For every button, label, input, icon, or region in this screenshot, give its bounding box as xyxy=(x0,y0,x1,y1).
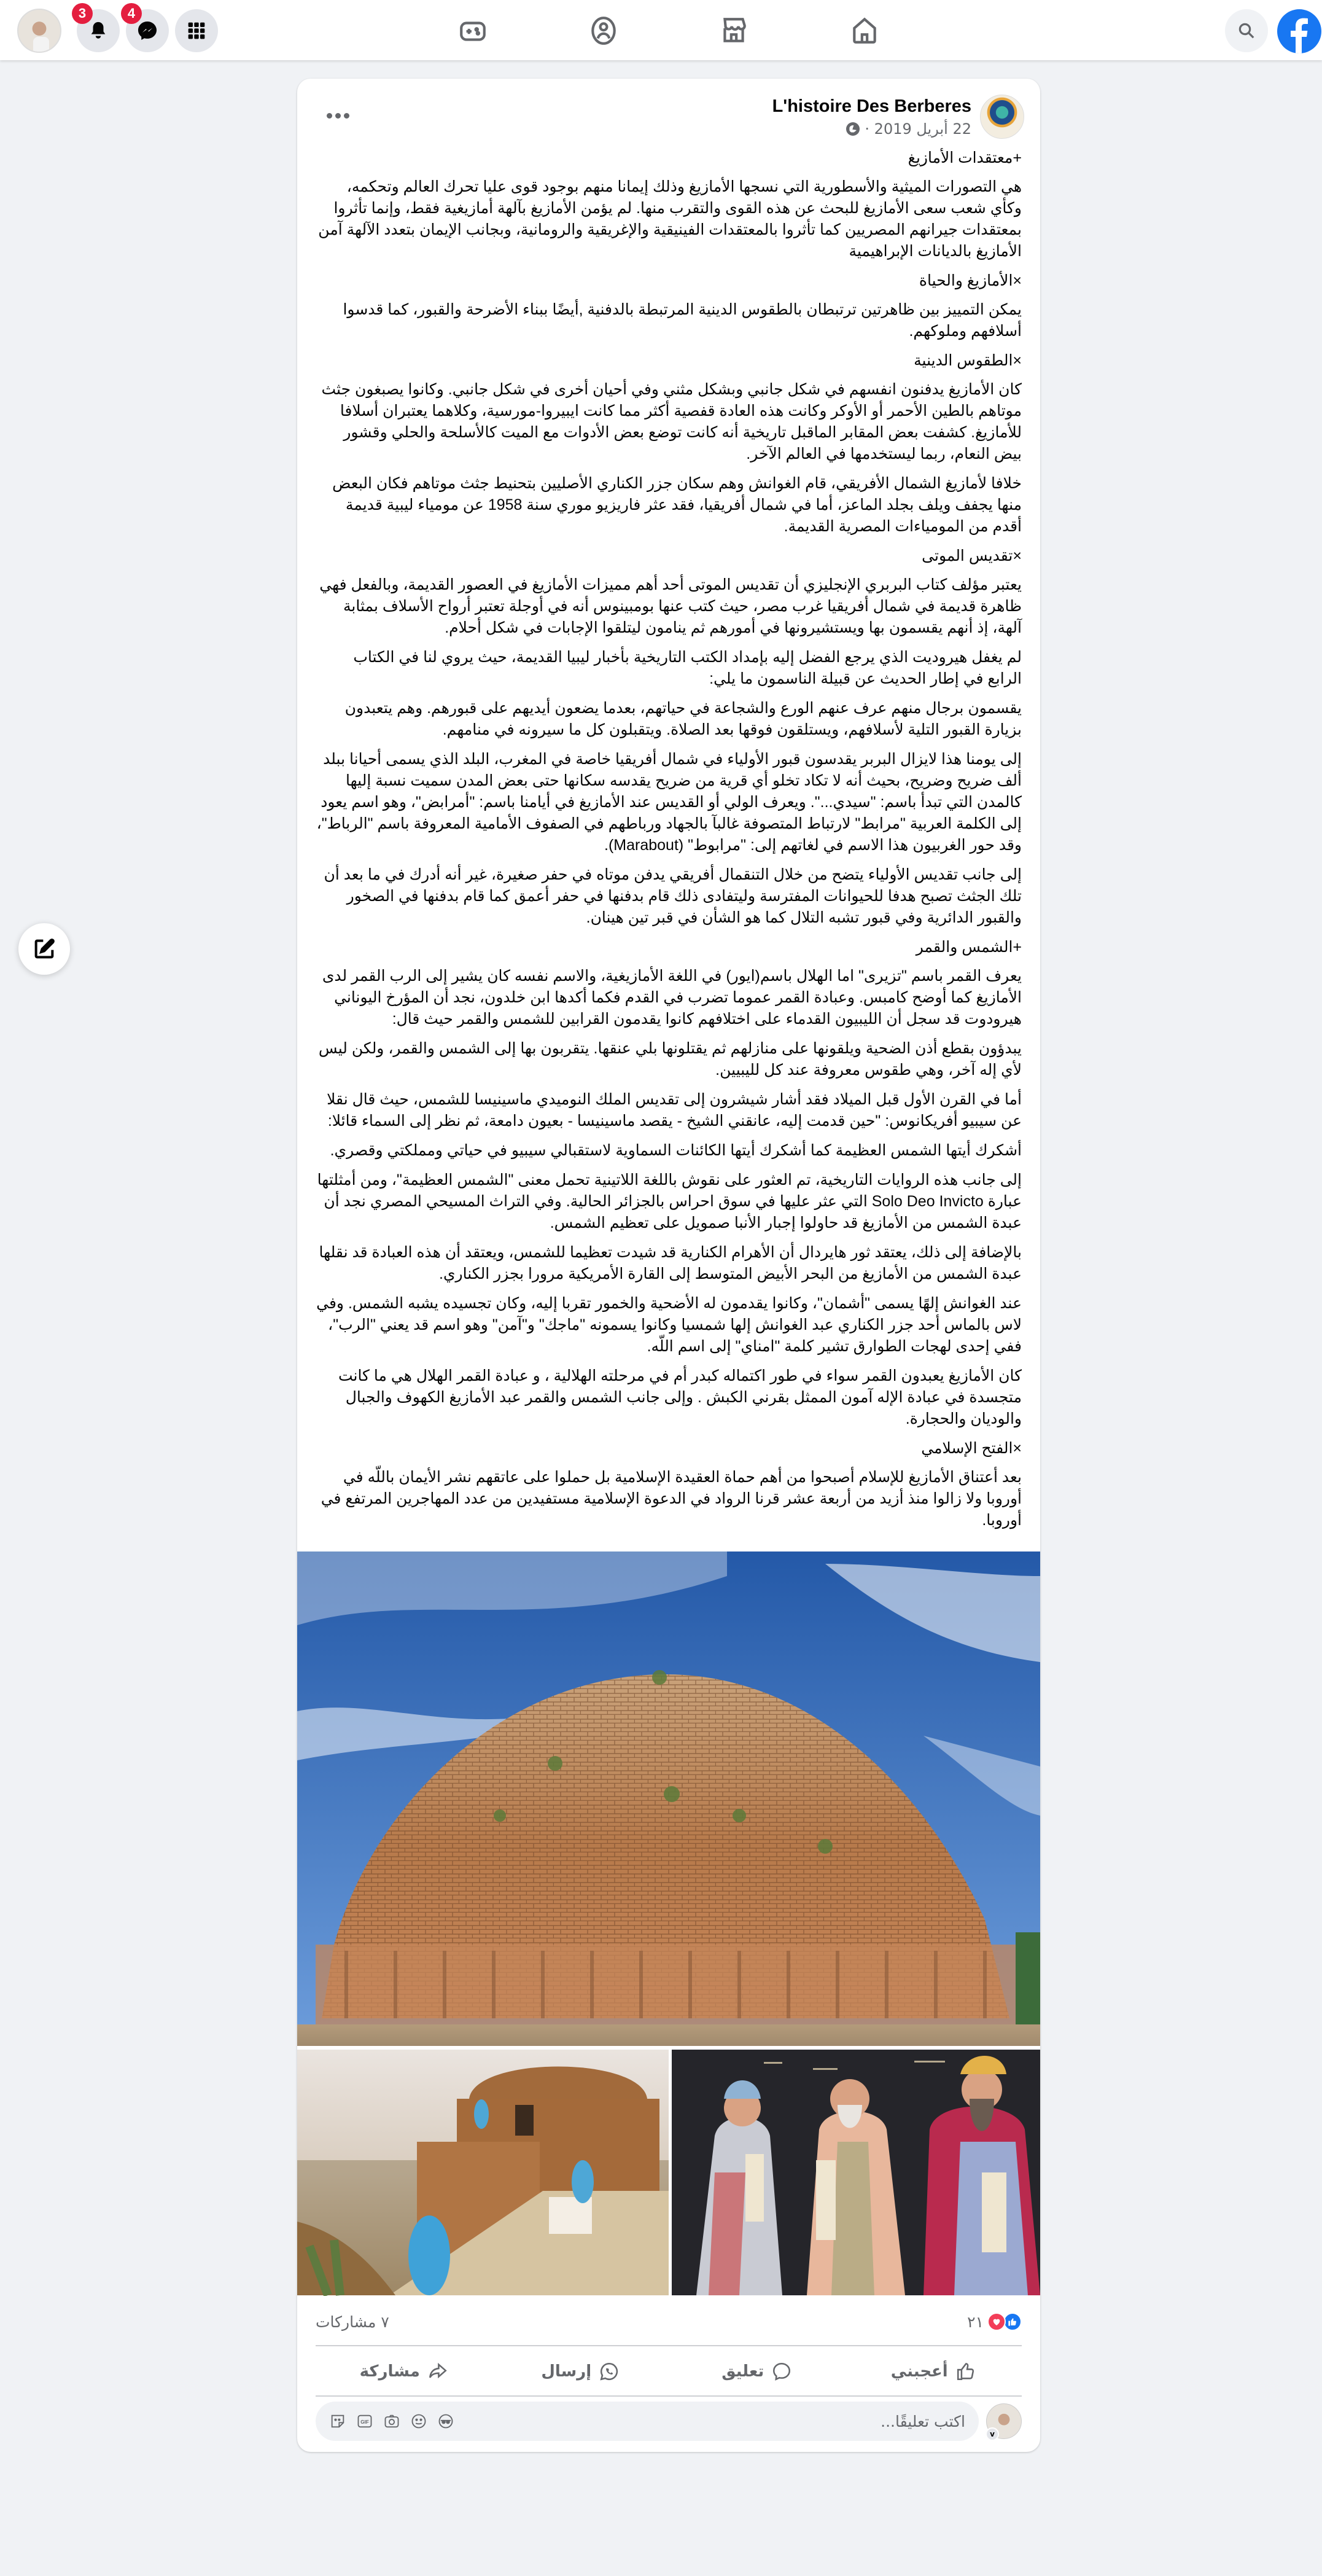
comment-bubble-icon xyxy=(771,2361,792,2382)
messenger-icon xyxy=(136,20,158,42)
sticker-icon[interactable] xyxy=(437,2413,454,2430)
notifications-badge: 3 xyxy=(72,3,93,24)
svg-text:GIF: GIF xyxy=(360,2419,369,2426)
share-button[interactable] xyxy=(316,2351,492,2392)
section-heading: +الشمس والقمر xyxy=(916,939,1022,956)
photo-fresco[interactable] xyxy=(672,2049,1040,2296)
like-reaction-icon xyxy=(1003,2313,1022,2331)
facebook-logo[interactable] xyxy=(1277,9,1321,53)
share-arrow-icon xyxy=(427,2361,448,2382)
profile-avatar[interactable] xyxy=(17,9,61,53)
post-footer xyxy=(297,2296,1040,2442)
paragraph: يقسمون برجال منهم عرف عنهم الورع والشجاعة في حياتهم، بعدما يضعون أيديهم على قبورهم. وهم يتعبدون بزيارة القبور التلية لأسلافهم، ويستلقون فوقها بعد الصلاة. ويتقبلون كل ما سيرونه في منامهم. xyxy=(344,700,1022,738)
post-date[interactable]: 22 أبريل 2019 · xyxy=(865,120,971,138)
section-heading: ×الطقوس الدينية xyxy=(914,352,1022,369)
post-meta xyxy=(772,120,971,138)
facebook-f-icon xyxy=(1277,9,1321,53)
new-message-button[interactable] xyxy=(18,923,70,975)
section-heading: ×تقديس الموتى xyxy=(922,547,1022,564)
share-label: مشاركة xyxy=(359,2362,420,2381)
fresco-image xyxy=(672,2049,1040,2296)
paragraph: يمكن التمييز بين ظاهرتين ترتبطان بالطقوس الدينية المرتبطة بالدفنية ,أيضًا ببناء الأضرحة والقبور، كما قدسوا أسلافهم وملوكهم. xyxy=(343,301,1022,340)
paragraph: إلى جانب تقديس الأولياء يتضح من خلال التنقمال أفريقي يدفن موتاه في حفر صغيرة، غير أنه أدرك في ما بعد أن تلك الجثث تصبح هدفا للحيوانات المفترسة وليتفادى ذلك قام بدفنها في حفر أعمق كما قام بدفنها في الصخور والقبور الدائرية وفي قبور تشبه التلال كما هو الشأن في قبر تين هينان. xyxy=(324,866,1022,926)
whatsapp-icon xyxy=(599,2361,620,2382)
gif-icon[interactable] xyxy=(356,2413,373,2430)
shrine-image xyxy=(297,2049,669,2296)
like-button[interactable] xyxy=(846,2351,1022,2392)
avatar-sticker-icon[interactable] xyxy=(329,2413,346,2430)
section-heading: +معتقدات الأمازيغ xyxy=(908,149,1022,166)
menu-button[interactable] xyxy=(175,9,218,52)
post-images xyxy=(297,1551,1040,2296)
comment-button[interactable] xyxy=(669,2351,846,2392)
send-button[interactable] xyxy=(492,2351,669,2392)
paragraph: خلافا لأمازيغ الشمال الأفريقي، قام الغوانش وهم سكان جزر الكناري الأصليين بتحنيط جثث موتاهم فكان البعض منها يجفف ويلف بجلد الماعز، أما في شمال أفريقيا، فقد عثر فاريزيو موري سنة 1958 عن مومياء ليبية قديمة أقدم من المومياءات المصرية القديمة. xyxy=(332,475,1022,535)
paragraph: إلى جانب هذه الروايات التاريخية، تم العثور على نقوش باللغة اللاتينية تحمل معنى "الشمس العظيمة"، ومن أمثلتها عبارة Solo Deo Invicto التي عثر عليها في سوق احراس بالجزائر الحالية. وفي التراث المسيحي المصري نجد أن عبدة الشمس من الأمازيغ قد حاولوا إجبار الأنبا صمويل على تعظيم الشمس. xyxy=(317,1171,1022,1231)
divider xyxy=(316,2345,1022,2346)
page-avatar[interactable] xyxy=(980,95,1024,139)
paragraph: يعتبر مؤلف كتاب البربري الإنجليزي أن تقديس الموتى أحد أهم مميزات الأمازيغ في العصور القديمة، وبالفعل فهي ظاهرة قديمة في شمال أفريقيا غرب مصر، حيث كتب عنها بومبينوس أنه في أوجلة تعتبر أرواح الأسلاف بمثابة آلهة، إذ أنهم يقسمون بها ويستشيرونها في أمورهم ثم ينامون ليتلقوا الإجابات في شكل أحلام. xyxy=(319,576,1022,636)
paragraph: عند الغوانش إلهًا يسمى "أشمان"، وكانوا يقدمون له الأضحية والخمور تقربا إليه، وكان تجسيده يشبه الشمس. وفي لاس بالماس أحد جزر الكناري عبد الغوانش إلها شمسيا وكانوا يسمونه "ماجك" و"آمن" وهو اسم قد يعني "الرب"، ففي إحدى لهجات الطوارق تشير كلمة "امناي" إلى اسم اللّه. xyxy=(316,1295,1022,1355)
notifications-button[interactable] xyxy=(77,6,120,52)
globe-icon xyxy=(846,122,860,136)
paragraph: إلى يومنا هذا لايزال البربر يقدسون قبور الأولياء في شمال أفريقيا خاصة في المغرب، البلد الذي يسمى أحيانا ببلد ألف ضريح وضريح، بحيث أنه لا تكاد تخلو أي قرية من ضريح يقدسه سكانها حتى بعض المدن سميت نسبة إليها كالمدن التي تبدأ باسم: "سيدي...". ويعرف الولي أو القديس عند الأمازيغ في أيامنا باسم: "أمرابض"، وهو اسم يعود إلى الكلمة العربية "مرابط" لارتباط المتصوفة غالبآ بالجهاد ورباطهم في الصفوف الأمامية المعروفة باسم "الرباط"، وقد حور الغربيون هذا الاسم في لغاتهم إلى: "مرابوط" (Marabout). xyxy=(316,751,1022,854)
page-name[interactable]: L'histoire Des Berberes xyxy=(772,96,971,116)
top-navigation-bar xyxy=(0,0,1322,60)
send-label: إرسال xyxy=(541,2362,592,2381)
post-text xyxy=(297,147,1040,1551)
post-header xyxy=(297,79,1040,147)
comment-input-wrapper[interactable] xyxy=(316,2402,979,2441)
bell-icon xyxy=(88,20,109,42)
paragraph: كان الأمازيغ يعبدون القمر سواء في طور اكتماله كبدر أم في مرحلته الهلالية ، و عبادة القمر الهلال هي ما كانت متجسدة في عبادة الإله آمون الممثل بقرني الكبش . وإلى جانب الشمس والقمر عبد الأمازيغ الكهوف والجبال والوديان والحجارة. xyxy=(338,1367,1022,1427)
grid-menu-icon xyxy=(187,21,206,41)
paragraph: يبدؤون بقطع أذن الضحية ويلقونها على منازلهم ثم يقتلونها بلي عنقها. يتقربون بها إلى الشمس والقمر، ولكن ليس لأي إله آخر، وهي طقوس معروفة عند كل لليبيين. xyxy=(318,1040,1022,1079)
section-heading: ×الفتح الإسلامي xyxy=(921,1440,1022,1457)
paragraph: لم يغفل هيروديت الذي يرجع الفضل إليه بإمداد الكتب التاريخية بأخبار ليبيا القديمة، حيث يروي لنا في الكتاب الرابع في إطار الحديث عن قبيلة الناسمون ما يلي: xyxy=(353,649,1022,687)
camera-icon[interactable] xyxy=(383,2413,400,2430)
search-button[interactable] xyxy=(1225,9,1268,52)
messenger-badge: 4 xyxy=(121,3,142,24)
comment-tools xyxy=(329,2413,454,2430)
comment-composer xyxy=(316,2402,1022,2441)
paragraph: بعد أعتناق الأمازيغ للإسلام أصبحوا من أهم حماة العقيدة الإسلامية بل حملوا على عاتقهم نشر الأيمان باللّه في أوروبا ولا زالوا منذ أزيد من أربعة عشر قرنا الرواد في الدعوة الإسلامية مستفيدين من عدد المهاجرين المرتفع في أوروبا. xyxy=(321,1469,1022,1529)
dot-icon xyxy=(335,113,341,119)
mausoleum-image xyxy=(297,1551,1040,2046)
paragraph: يعرف القمر باسم "تزيرى" اما الهلال باسم(ايور) في اللغة الأمازيغية، والاسم نفسه كان يشير إلى الرب القمر لدى الأمازيغ كما أوضح كامبس. وعبادة القمر عموما تضرب في القدم فكما أكدها ابن خلدون، نجد أن المؤرخ اليوناني هيرودوت قد سجل أن الليبيون القدماء على اختلافهم كانوا يقدمون القرابين للشمس والقمر حيث قال: xyxy=(322,967,1022,1028)
love-reaction-icon xyxy=(987,2313,1006,2331)
paragraph: هي التصورات الميثية والأسطورية التي نسجها الأمازيغ وذلك إيمانا منهم بوجود قوى عليا تحرك العالم وتحكمه، وكأي شعب سعى الأمازيغ للبحث عن هذه القوى والتقرب منها. لم يؤمن الأمازيغ بآلهة أمازيغية فقط، وإنما تأثروا بمعتقدات جيرانهم المصريين كما تأثروا بالمعتقدات الفينيقية والإغريقية والرومانية، وبجانب الإيمان بتعدد الآلهة آمن الأمازيغ بالديانات الإبراهيمية xyxy=(318,178,1022,260)
messenger-button[interactable] xyxy=(126,6,169,52)
photo-royal-mausoleum[interactable] xyxy=(297,1551,1040,2046)
share-count[interactable]: ٧ مشاركات xyxy=(316,2313,389,2331)
photo-shrine[interactable] xyxy=(297,2049,669,2296)
like-label: أعجبني xyxy=(890,2362,948,2381)
dot-icon xyxy=(344,113,349,119)
dot-icon xyxy=(327,113,332,119)
thumbs-up-icon xyxy=(955,2361,976,2382)
compose-icon xyxy=(32,937,56,961)
marketplace-icon[interactable] xyxy=(718,15,749,46)
comment-input[interactable] xyxy=(658,2413,965,2430)
home-icon[interactable] xyxy=(849,15,880,46)
reactions-summary xyxy=(316,2305,1022,2339)
gaming-icon[interactable] xyxy=(457,15,488,46)
paragraph: أما في القرن الأول قبل الميلاد فقد أشار شيشرون إلى تقديس الملك النوميدي ماسينيسا للشمس، حيث قال نقلا عن سيبيو أفريكانوس: "حين قدمت إليه، عانقني الشيخ - يقصد ماسينيسا - بعيون دامعة، ثم نظر إلى السماء قائلا: xyxy=(327,1091,1022,1130)
paragraph: بالإضافة إلى ذلك، يعتقد ثور هايردال أن الأهرام الكنارية قد شيدت تعظيما للشمس، ويعتقد أن هذه العبادة قد نقلها عبدة الشمس من الأمازيغ من البحر الأبيض المتوسط إلى القارة الأمريكية مرورا بجزر الكناري. xyxy=(319,1244,1022,1282)
search-icon xyxy=(1237,21,1256,40)
paragraph: أشكرك أيتها الشمس العظيمة كما أشكرك أيتها الكائنات السماوية لاستقبالي سيبيو في حياتي ومملكتي وقصري. xyxy=(330,1142,1022,1159)
reaction-count: ٢١ xyxy=(967,2313,984,2331)
section-heading: ×الأمازيغ والحياة xyxy=(919,272,1022,289)
chevron-down-icon[interactable]: v xyxy=(986,2427,999,2441)
reaction-count-group[interactable] xyxy=(967,2313,1022,2331)
paragraph: كان الأمازيغ يدفنون انفسهم في شكل جانبي وبشكل مثني وفي أحيان أخرى في شكل جانبي. وكانوا يصبغون جثث موتاهم بالطين الأحمر أو الأوكر وكانت هذه العادة قفصية أكثر مما كانت ايبيروا-مورسية، وكلاهما يعتبران أسلافا للأمازيغ. كشفت بعض المقابر الماقبل تاريخية أنه كانت توضع بعض الأدوات مع الميت كالأسلحة والحلي وقشور بيض النعام، ربما ليستخدمها في العالم الآخر. xyxy=(321,381,1022,463)
divider xyxy=(316,2395,1022,2397)
comment-label: تعليق xyxy=(721,2362,764,2381)
commenter-avatar[interactable] xyxy=(986,2403,1022,2439)
emoji-icon[interactable] xyxy=(410,2413,427,2430)
post-actions xyxy=(316,2351,1022,2392)
card-bottom-padding xyxy=(297,2442,1040,2452)
post-card xyxy=(297,79,1040,2452)
groups-icon[interactable] xyxy=(588,15,619,46)
more-options-button[interactable] xyxy=(319,103,356,128)
